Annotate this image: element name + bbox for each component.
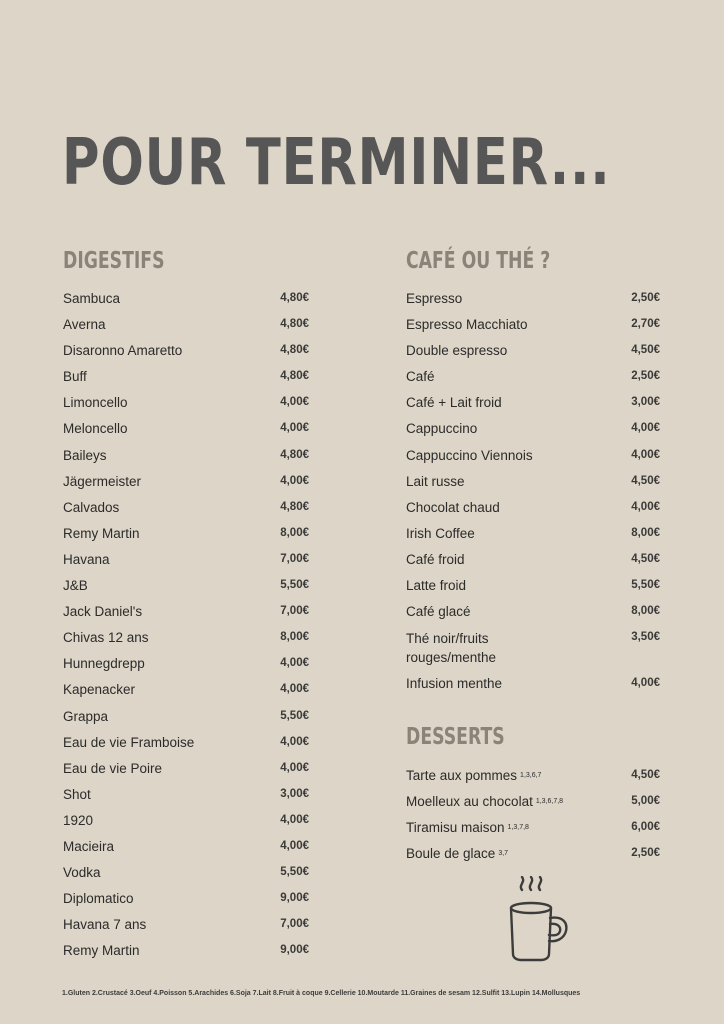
menu-item-name: Kapenacker [63, 682, 136, 698]
section-title-desserts: DESSERTS [406, 724, 505, 750]
menu-item-price: 4,80€ [280, 448, 309, 461]
menu-item [63, 316, 309, 342]
menu-item-name: Eau de vie Poire [63, 760, 163, 776]
menu-item-price: 3,00€ [280, 787, 309, 800]
menu-item [63, 420, 309, 446]
menu-item-allergens: 1,3,7,8 [507, 824, 529, 832]
menu-item [63, 812, 309, 838]
menu-item [63, 394, 309, 420]
menu-item-price: 4,80€ [280, 500, 309, 513]
menu-item-price: 8,00€ [280, 526, 309, 539]
menu-item-allergens: 3,7 [498, 850, 509, 858]
menu-item [406, 420, 660, 446]
menu-item-name: Macieira [63, 838, 115, 854]
menu-item [406, 767, 660, 793]
menu-item-name: Latte froid [406, 578, 467, 594]
menu-item-price: 7,00€ [280, 552, 309, 565]
menu-item-price: 6,00€ [631, 821, 660, 834]
menu-item-price: 7,00€ [280, 605, 309, 618]
menu-item-price: 4,00€ [631, 500, 660, 513]
menu-item-name: Remy Martin [63, 525, 140, 541]
menu-item-name: Café [406, 369, 435, 385]
menu-item [63, 786, 309, 812]
menu-item-name: Café + Lait froid [406, 395, 502, 411]
menu-item-name: Jack Daniel's [63, 604, 143, 620]
menu-item-price: 8,00€ [631, 605, 660, 618]
menu-item-price: 2,50€ [631, 292, 660, 304]
section-title-cafe: CAFÉ OU THÉ ? [406, 248, 551, 274]
menu-item-name: 1920 [63, 812, 94, 828]
menu-item [63, 760, 309, 786]
menu-item [63, 890, 309, 916]
menu-item [406, 316, 660, 342]
menu-item-name: Lait russe [406, 473, 465, 489]
menu-item [63, 473, 309, 499]
menu-item-price: 4,00€ [280, 396, 309, 409]
menu-item-price: 5,50€ [631, 579, 660, 592]
menu-item-price: 8,00€ [631, 526, 660, 539]
menu-item [63, 708, 309, 734]
menu-item [406, 342, 660, 368]
menu-item-price: 4,80€ [280, 370, 309, 383]
menu-item-price: 3,00€ [631, 396, 660, 409]
menu-item-name: Meloncello [63, 421, 128, 437]
menu-item-price: 9,00€ [280, 892, 309, 905]
menu-item-name: Tiramisu maison [406, 820, 505, 836]
menu-item-price: 2,50€ [631, 847, 660, 860]
menu-item-name: Shot [63, 786, 91, 802]
menu-item [63, 603, 309, 629]
menu-item-price: 4,00€ [280, 839, 309, 852]
menu-item-name: Tarte aux pommes [406, 768, 518, 783]
menu-item-name: Café glacé [406, 604, 471, 620]
menu-item [406, 525, 660, 551]
menu-item [406, 793, 660, 819]
menu-item-name: Vodka [63, 865, 101, 881]
menu-item-name: Remy Martin [63, 943, 140, 959]
menu-item [63, 681, 309, 707]
menu-item [406, 499, 660, 525]
menu-item-price: 4,00€ [280, 735, 309, 748]
menu-item-name: Moelleux au chocolat [406, 794, 533, 810]
menu-item [406, 675, 660, 701]
menu-item [63, 342, 309, 368]
menu-item-name: Chocolat chaud [406, 499, 500, 515]
menu-item-name: Hunnegdrepp [63, 656, 145, 672]
menu-item-price: 4,00€ [280, 422, 309, 435]
menu-item [63, 734, 309, 760]
menu-item-price: 5,50€ [280, 866, 309, 879]
menu-item-name: Havana [63, 551, 110, 567]
menu-item-price: 4,00€ [631, 448, 660, 461]
menu-item-price: 4,80€ [280, 318, 309, 331]
menu-item-name: Café froid [406, 551, 465, 567]
menu-item [63, 499, 309, 525]
menu-item-name: Double espresso [406, 343, 508, 359]
menu-item-price: 2,50€ [631, 370, 660, 383]
menu-item [63, 942, 309, 968]
menu-item-price: 4,00€ [280, 657, 309, 670]
coffee-cup-icon [506, 876, 572, 962]
menu-item-allergens: 1,3,6,7,8 [535, 798, 564, 806]
menu-item [63, 838, 309, 864]
menu-item-price: 5,50€ [280, 709, 309, 722]
menu-item-price: 5,00€ [631, 795, 660, 808]
menu-item [63, 655, 309, 681]
menu-item-price: 4,80€ [280, 344, 309, 357]
menu-item [406, 447, 660, 473]
menu-item-name: Jägermeister [63, 473, 142, 489]
menu-item-price: 9,00€ [280, 944, 309, 957]
menu-item-name: Espresso [406, 291, 463, 306]
menu-item-price: 7,00€ [280, 918, 309, 931]
menu-item-price: 3,50€ [631, 631, 660, 644]
menu-item-name: Cappuccino Viennois [406, 447, 533, 463]
menu-item [406, 551, 660, 577]
page-title: POUR TERMINER... [62, 126, 611, 200]
cafe-list [406, 290, 660, 701]
menu-item-name: J&B [63, 578, 88, 594]
menu-item-name: Diplomatico [63, 891, 134, 907]
menu-item [63, 629, 309, 655]
menu-item-name: Cappuccino [406, 421, 478, 437]
menu-item-name: Chivas 12 ans [63, 630, 149, 646]
menu-item [406, 368, 660, 394]
menu-item [406, 394, 660, 420]
menu-item-name: Havana 7 ans [63, 917, 147, 933]
menu-item [406, 473, 660, 499]
menu-item [63, 551, 309, 577]
menu-item [406, 603, 660, 629]
menu-item-price: 4,00€ [280, 813, 309, 826]
desserts-list [406, 767, 660, 871]
menu-item-price: 4,00€ [280, 474, 309, 487]
menu-item [63, 577, 309, 603]
menu-item-price: 4,50€ [631, 769, 660, 781]
menu-item-name: Irish Coffee [406, 525, 475, 541]
menu-item-name: Thé noir/fruits rouges/menthe [406, 631, 497, 666]
menu-item-allergens: 1,3,6,7 [520, 772, 542, 779]
menu-item-price: 5,50€ [280, 579, 309, 592]
allergen-legend: 1.Gluten 2.Crustacé 3.Oeuf 4.Poisson 5.Arachides 6.Soja 7.Lait 8.Fruit à coque 9.Cellerie 10.Moutarde 11.Graines de sesam 12.Sulfit 13.Lupin 14.Mollusques [62, 990, 581, 997]
menu-item [406, 290, 660, 316]
menu-item-name: Boule de glace [406, 846, 496, 862]
digestifs-list [63, 290, 309, 968]
menu-item [63, 525, 309, 551]
menu-item [63, 368, 309, 394]
menu-item-name: Sambuca [63, 291, 121, 306]
menu-item [406, 577, 660, 603]
menu-item-price: 8,00€ [280, 631, 309, 644]
menu-item-price: 4,00€ [280, 761, 309, 774]
menu-item [406, 845, 660, 871]
menu-item-name: Disaronno Amaretto [63, 343, 183, 359]
menu-item-price: 4,50€ [631, 552, 660, 565]
menu-item-name: Buff [63, 369, 87, 385]
menu-item-price: 4,80€ [280, 292, 309, 304]
menu-item-price: 4,50€ [631, 474, 660, 487]
menu-item-price: 4,50€ [631, 344, 660, 357]
menu-item-name: Baileys [63, 447, 107, 463]
menu-item [63, 290, 309, 316]
menu-item [406, 629, 660, 675]
section-title-digestifs: DIGESTIFS [63, 248, 165, 274]
menu-item-name: Calvados [63, 499, 120, 515]
menu-item-price: 4,00€ [631, 677, 660, 690]
menu-item-name: Espresso Macchiato [406, 317, 528, 333]
menu-item-price: 4,00€ [631, 422, 660, 435]
menu-item-name: Averna [63, 317, 106, 333]
menu-item-name: Limoncello [63, 395, 128, 411]
menu-item [63, 447, 309, 473]
menu-item-name: Grappa [63, 708, 109, 724]
menu-item-name: Infusion menthe [406, 676, 503, 692]
menu-item-price: 4,00€ [280, 683, 309, 696]
menu-item-name: Eau de vie Framboise [63, 734, 195, 750]
menu-item [63, 864, 309, 890]
menu-item-price: 2,70€ [631, 318, 660, 331]
menu-item [63, 916, 309, 942]
menu-item [406, 819, 660, 845]
